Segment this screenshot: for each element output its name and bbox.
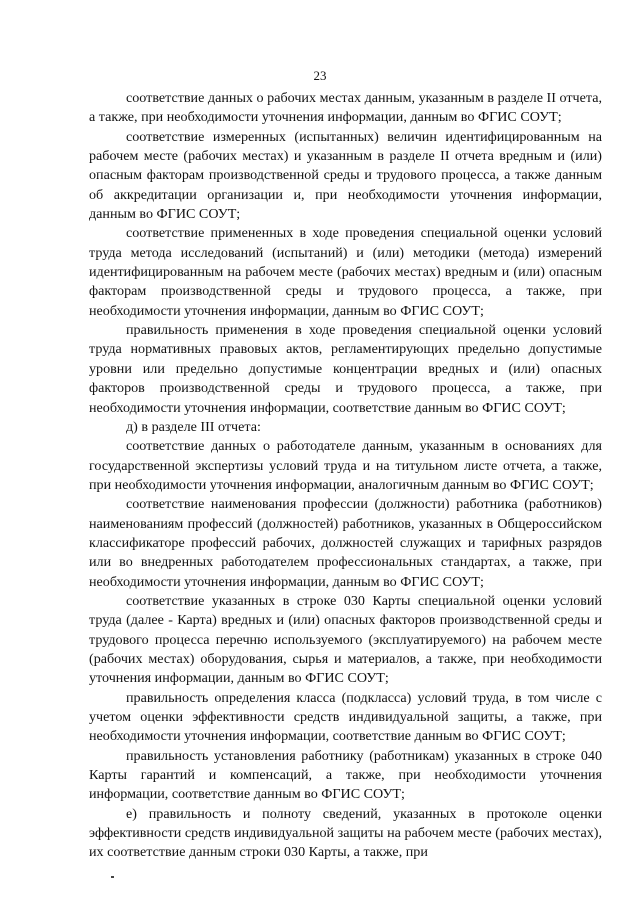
document-body <box>89 89 602 863</box>
paragraph: соответствие указанных в строке 030 Карты специальной оценки условий труда (далее - Карта) вредных и (или) опасных факторов производственной среды и трудового процесса перечню используемого (эксплуатируемого) на рабочем месте (рабочих местах) оборудования, сырья и материалов, а также, при необходимости уточнения информации, данным во ФГИС СОУТ; <box>89 592 602 687</box>
paragraph: правильность применения в ходе проведения специальной оценки условий труда нормативных правовых актов, регламентирующих предельно допустимые уровни или предельно допустимые концентрации вредных и (или) опасных факторов производственной среды и трудового процесса, а также, при необходимости уточнения информации, соответствие данным во ФГИС СОУТ; <box>89 322 602 416</box>
paragraph: соответствие данных о работодателе данным, указанным в основаниях для государственной экспертизы условий труда и на титульном листе отчета, а также, при необходимости уточнения информации, аналогичным данным во ФГИС СОУТ; <box>89 438 602 493</box>
page-number: 23 <box>313 68 327 83</box>
paragraph: соответствие измеренных (испытанных) величин идентифицированным на рабочем месте (рабочих местах) и указанным в разделе II отчета вредным и (или) опасным факторам производственной среды и трудового процесса, а также данным об аккредитации организации и, при необходимости уточнения информации, данным во ФГИС СОУТ; <box>89 128 602 223</box>
section-heading-paragraph: д) в разделе III отчета: <box>126 418 261 435</box>
paragraph: е) правильность и полноту сведений, указанных в протоколе оценки эффективности средств индивидуальной защиты на рабочем месте (рабочих местах), их соответствие данным строки 030 Карты, а также, при <box>89 805 602 861</box>
paragraph: правильность определения класса (подкласса) условий труда, в том числе с учетом оценки эффективности средств индивидуальной защиты, а также, при необходимости уточнения информации, соответствие данным во ФГИС СОУТ; <box>89 689 602 745</box>
paragraph: правильность установления работнику (работникам) указанных в строке 040 Карты гарантий и компенсаций, а также, при необходимости уточнения информации, соответствие данным во ФГИС СОУТ; <box>89 747 602 803</box>
paragraph: соответствие данных о рабочих местах данным, указанным в разделе II отчета, а также, при необходимости уточнения информации, данным во ФГИС СОУТ; <box>89 90 602 126</box>
paragraph: соответствие примененных в ходе проведения специальной оценки условий труда метода исследований (испытаний) и (или) методики (метода) измерений идентифицированным на рабочем месте (рабочих местах) вредным и (или) опасным факторам производственной среды и трудового процесса, а также, при необходимости уточнения информации, данным во ФГИС СОУТ; <box>89 225 602 319</box>
paragraph: соответствие наименования профессии (должности) работника (работников) наименованиям профессий (должностей) работников, указанных в Общероссийском классификаторе профессий рабочих, должностей служащих и тарифных разрядов или во внедренных работодателем профессиональных стандартах, а также, при необходимости уточнения информации, данным во ФГИС СОУТ; <box>89 496 602 590</box>
scan-speck <box>111 876 114 878</box>
